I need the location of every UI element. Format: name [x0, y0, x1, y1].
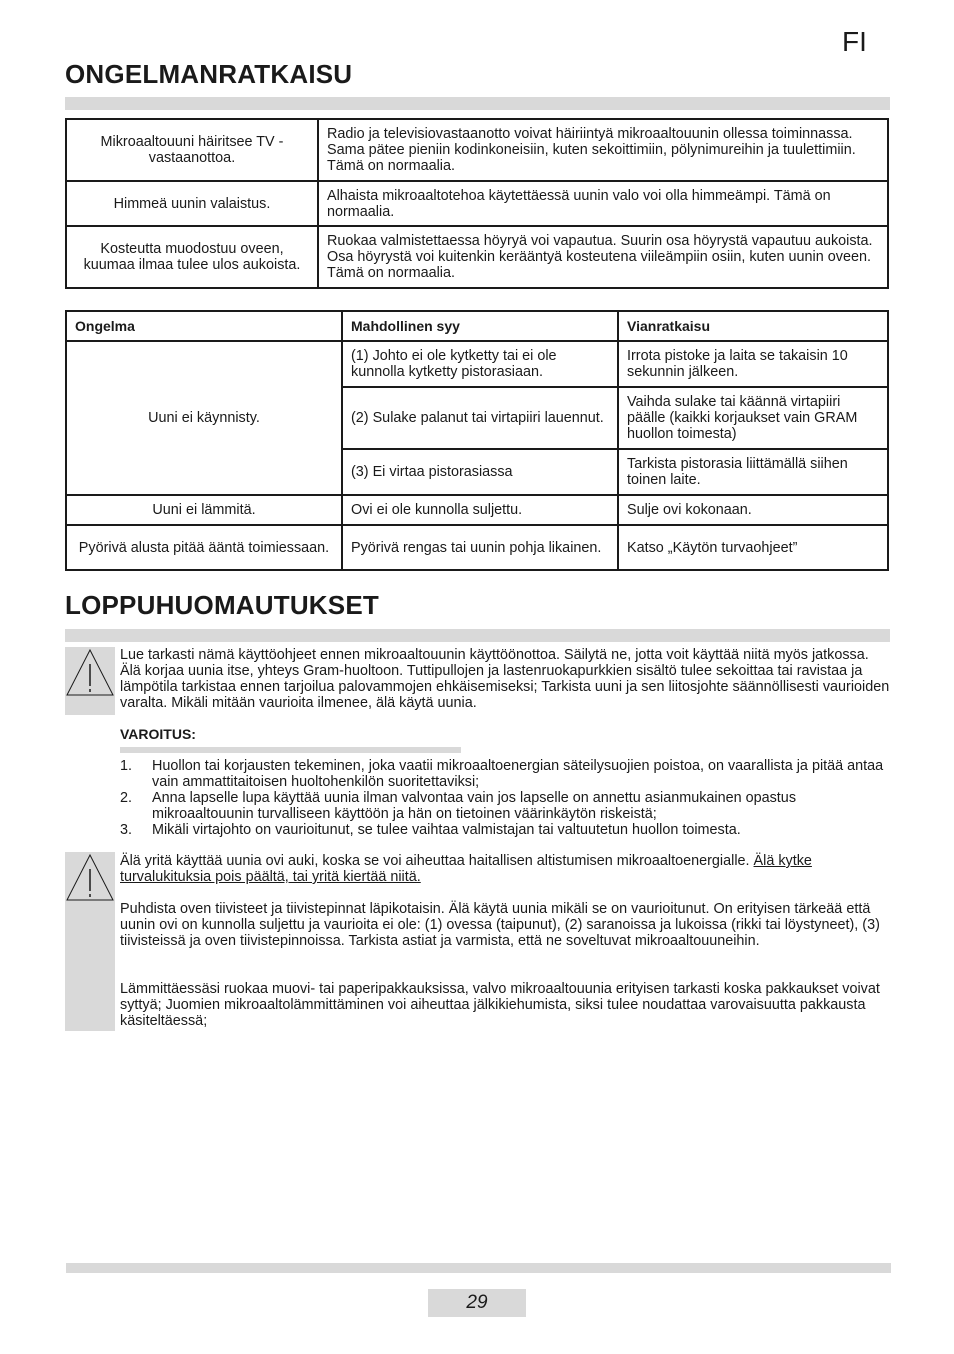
explanation-cell: Alhaista mikroaaltotehoa käytettäessä uunin valo voi olla himmeämpi. Tämä on normaalia. — [318, 181, 888, 226]
header-solution: Vianratkaisu — [618, 311, 888, 341]
cause-cell: Ovi ei ole kunnolla suljettu. — [342, 495, 618, 525]
table-row — [66, 226, 888, 288]
warning-triangle-icon — [65, 647, 115, 699]
footer-divider — [66, 1263, 891, 1273]
solution-cell: Sulje ovi kokonaan. — [618, 495, 888, 525]
table-row — [66, 341, 888, 387]
intro-paragraph: Lue tarkasti nämä käyttöohjeet ennen mikroaaltouunin käyttöönottoa. Säilytä ne, jotta voit käyttää niitä myös jatkossa. Älä korjaa uunia itse, yhteys Gram-huoltoon. Tuttipullojen ja lastenruokapurkkien sisältö tulee sekoittaa tai ravistaa ja lämpötila tarkistaa ennen tarjoilua palovammojen ehkäisemiseksi; Tarkista uuni ja sen liitosjohte säännöllisesti vaurioiden varalta. Mikäli mitään vaurioita ilmenee, älä käytä uunia. — [120, 647, 890, 711]
header-problem: Ongelma — [66, 311, 342, 341]
language-code: FI — [842, 26, 867, 57]
list-text: Huollon tai korjausten tekeminen, joka vaatii mikroaaltoenergian säteilysuojien poistoa, on vaarallista ja pitää antaa vain ammattitaitoisen huoltohenkilön suoritettaviksi; — [152, 758, 884, 790]
table-row — [66, 525, 888, 570]
problem-cell: Uuni ei käynnisty. — [66, 341, 342, 495]
solution-cell: Tarkista pistorasia liittämällä siihen toinen laite. — [618, 449, 888, 495]
warning-triangle-icon — [65, 852, 115, 904]
interlock-warning-text: Älä kytke turvalukituksia pois päältä, tai yritä kiertää niitä. — [120, 853, 812, 885]
troubleshooting-table-2 — [65, 310, 889, 571]
solution-cell: Katso „Käytön turvaohjeet” — [618, 525, 888, 570]
solution-cell: Irrota pistoke ja laita se takaisin 10 sekunnin jälkeen. — [618, 341, 888, 387]
header-cause: Mahdollinen syy — [342, 311, 618, 341]
solution-cell: Vaihda sulake tai käännä virtapiiri päälle (kaikki korjaukset vain GRAM huollon toimesta) — [618, 387, 888, 449]
list-item — [120, 758, 892, 790]
list-item — [120, 790, 892, 822]
problem-cell: Kosteutta muodostuu oveen, kuumaa ilmaa tulee ulos aukoista. — [66, 226, 318, 288]
door-warning-paragraph — [120, 853, 892, 885]
cause-cell: (2) Sulake palanut tai virtapiiri lauennut. — [342, 387, 618, 449]
problem-cell: Himmeä uunin valaistus. — [66, 181, 318, 226]
cause-cell: (3) Ei virtaa pistorasiassa — [342, 449, 618, 495]
table-header-row — [66, 311, 888, 341]
cause-cell: Pyörivä rengas tai uunin pohja likainen. — [342, 525, 618, 570]
table-row — [66, 119, 888, 181]
warning-sidebar — [65, 647, 115, 715]
list-number: 3. — [120, 822, 133, 838]
page-number: 29 — [428, 1289, 526, 1317]
title-divider — [65, 629, 890, 642]
warning-label: VAROITUS: — [120, 726, 196, 742]
problem-cell: Uuni ei lämmitä. — [66, 495, 342, 525]
warning-sidebar — [65, 852, 115, 1031]
cause-cell: (1) Johto ei ole kytketty tai ei ole kunnolla kytketty pistorasiaan. — [342, 341, 618, 387]
packaging-paragraph: Lämmittäessäsi ruokaa muovi- tai paperipakkauksissa, valvo mikroaaltouunia erityisen tarkasti koska pakkaukset voivat syttyä; Juomien mikroaaltolämmittäminen voi aiheuttaa jälkikiehumista, siksi tulee noudattaa varovaisuutta pakkausta käsiteltäessä; — [120, 981, 880, 1029]
warning-list — [120, 758, 892, 838]
title-divider — [65, 97, 890, 110]
table-row — [66, 181, 888, 226]
list-number: 2. — [120, 790, 133, 806]
section-title-final-notes: LOPPUHUOMAUTUKSET — [65, 590, 379, 620]
door-warning-text: Älä yritä käyttää uunia ovi auki, koska se voi aiheuttaa haitallisen altistumisen mikroaaltoenergialle. — [120, 853, 754, 869]
warning-divider — [120, 747, 461, 753]
list-number: 1. — [120, 758, 133, 774]
problem-cell: Pyörivä alusta pitää ääntä toimiessaan. — [66, 525, 342, 570]
explanation-cell: Ruokaa valmistettaessa höyryä voi vapautua. Suurin osa höyrystä vapautuu aukoista. Osa höyrystä voi kuitenkin kerääntyä kosteutena viileämpiin osiin, kuten uunin oveen. Tämä on normaalia. — [318, 226, 888, 288]
list-text: Anna lapselle lupa käyttää uunia ilman valvontaa vain jos lapselle on annettu asianmukainen opastus mikroaaltouunin turvalliseen käyttöön ja hän on tietoinen väärinkäytön riskeistä; — [152, 790, 797, 822]
explanation-cell: Radio ja televisiovastaanotto voivat häiriintyä mikroaaltouunin ollessa toiminnassa. Sama pätee pieniin kodinkoneisiin, kuten sekoittimiin, pölynimureihin ja tuulettimiin. Tämä on normaalia. — [318, 119, 888, 181]
list-item — [120, 822, 892, 838]
section-title-troubleshooting: ONGELMANRATKAISU — [65, 59, 353, 89]
list-text: Mikäli virtajohto on vaurioitunut, se tulee vaihtaa valmistajan tai valtuutetun huollon toimesta. — [152, 822, 741, 838]
troubleshooting-table-1 — [65, 118, 889, 289]
problem-cell: Mikroaaltouuni häiritsee TV -vastaanottoa. — [66, 119, 318, 181]
table-row — [66, 495, 888, 525]
cleaning-paragraph: Puhdista oven tiivisteet ja tiivistepinnat läpikotaisin. Älä käytä uunia mikäli se on vaurioitunut. On erityisen tärkeää että uunin ovi on kunnolla suljettu ja vaurioita ei ole: (1) ovessa (taipunut), (2) saranoissa ja lukoissa (rikki tai löystyneet), (3) tiivisteissä ja oven tiivistepinnoissa. Tarkista astiat ja varmista, että ne soveltuvat mikroaaltouuneihin. — [120, 901, 880, 949]
